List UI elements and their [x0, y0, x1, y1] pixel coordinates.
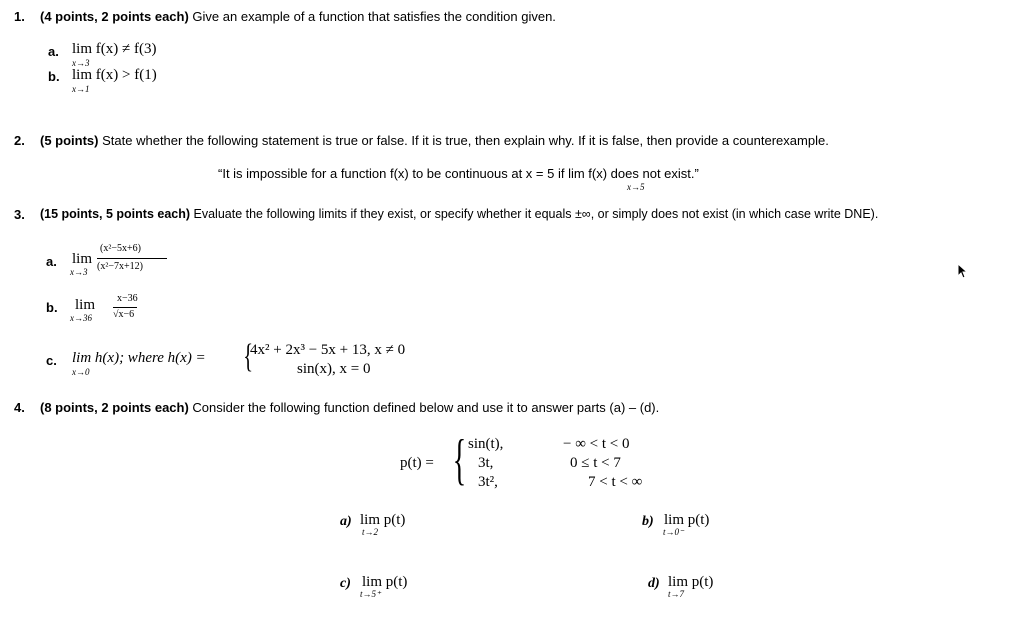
q3a-sub: x→3	[70, 267, 88, 277]
q3c-sub: x→0	[72, 367, 90, 377]
q3b-label: b.	[46, 300, 58, 315]
q4-case-3-expr: 3t²,	[478, 474, 498, 490]
q3b-denominator: √x−6	[113, 309, 135, 320]
q3a-label: a.	[46, 254, 57, 269]
q2-text: State whether the following statement is true or false. If it is true, then explain why. If it is false, then provide a counterexample.	[102, 133, 829, 148]
q4a-label: a)	[340, 514, 352, 529]
q4c-expr: lim p(t)	[362, 574, 408, 590]
q3a-numerator: (x²−5x+6)	[100, 243, 141, 254]
q3a-denominator: (x²−7x+12)	[97, 261, 143, 272]
q4d-sub: t→7	[668, 589, 685, 599]
q3-points: (15 points, 5 points each)	[40, 207, 191, 221]
q3c-brace: {	[243, 338, 254, 375]
q2-points: (5 points)	[40, 133, 99, 148]
q4-number: 4.	[14, 400, 25, 415]
q2-statement-sub: x→5	[627, 182, 645, 192]
q3c-label: c.	[46, 353, 57, 368]
q4-case-3-cond: 7 < t < ∞	[588, 474, 643, 490]
q4-case-2-expr: 3t,	[478, 455, 494, 471]
q4b-sub: t→0⁻	[663, 527, 684, 537]
q4-case-1-cond: − ∞ < t < 0	[563, 436, 630, 452]
q4c-label: c)	[340, 576, 351, 591]
q3b-lim: lim	[75, 297, 96, 313]
q4-text: Consider the following function defined below and use it to answer parts (a) – (d).	[192, 400, 660, 415]
q3c-expr: lim h(x); where h(x) =	[72, 350, 206, 366]
q1-text: Give an example of a function that satisfies the condition given.	[192, 9, 556, 24]
q3b-sub: x→36	[70, 313, 92, 323]
q1a-sub: x→3	[72, 58, 90, 68]
q3-text: Evaluate the following limits if they exist, or specify whether it equals ±∞, or simply does not exist (in which case write DNE).	[193, 207, 879, 221]
q1-number: 1.	[14, 9, 25, 24]
q3b-numerator: x−36	[117, 293, 138, 304]
q2-number: 2.	[14, 133, 25, 148]
q4b-label: b)	[642, 514, 654, 529]
q2-statement: “It is impossible for a function f(x) to be continuous at x = 5 if lim f(x) does not exist.”	[218, 166, 699, 181]
q1b-sub: x→1	[72, 84, 90, 94]
q2-header	[40, 134, 829, 147]
q3b-fraction-bar	[113, 307, 137, 308]
q4-func-label: p(t) =	[400, 455, 434, 471]
q1a-expr: lim f(x) ≠ f(3)	[72, 41, 157, 57]
q3-number: 3.	[14, 207, 25, 222]
q1-points: (4 points, 2 points each)	[40, 9, 189, 24]
q1b-expr: lim f(x) > f(1)	[72, 67, 157, 83]
q4d-label: d)	[648, 576, 660, 591]
q4-brace: {	[452, 429, 467, 491]
q4d-expr: lim p(t)	[668, 574, 714, 590]
q4-case-2-cond: 0 ≤ t < 7	[570, 455, 621, 471]
q1a-label: a.	[48, 44, 59, 59]
q3c-case-1: 4x² + 2x³ − 5x + 13, x ≠ 0	[250, 342, 406, 358]
q4a-sub: t→2	[362, 527, 379, 537]
mouse-cursor-icon	[957, 263, 969, 282]
q4a-expr: lim p(t)	[360, 512, 406, 528]
q4-header	[40, 401, 659, 414]
q1-header	[40, 10, 556, 23]
q4c-sub: t→5⁺	[360, 589, 381, 599]
q1b-label: b.	[48, 69, 60, 84]
q4-case-1-expr: sin(t),	[468, 436, 504, 452]
q4-points: (8 points, 2 points each)	[40, 400, 189, 415]
q3c-case-2: sin(x), x = 0	[297, 361, 371, 377]
q3a-lim: lim	[72, 251, 93, 267]
q3a-fraction-bar	[97, 258, 167, 259]
q4b-expr: lim p(t)	[664, 512, 710, 528]
q3-header	[40, 208, 878, 221]
